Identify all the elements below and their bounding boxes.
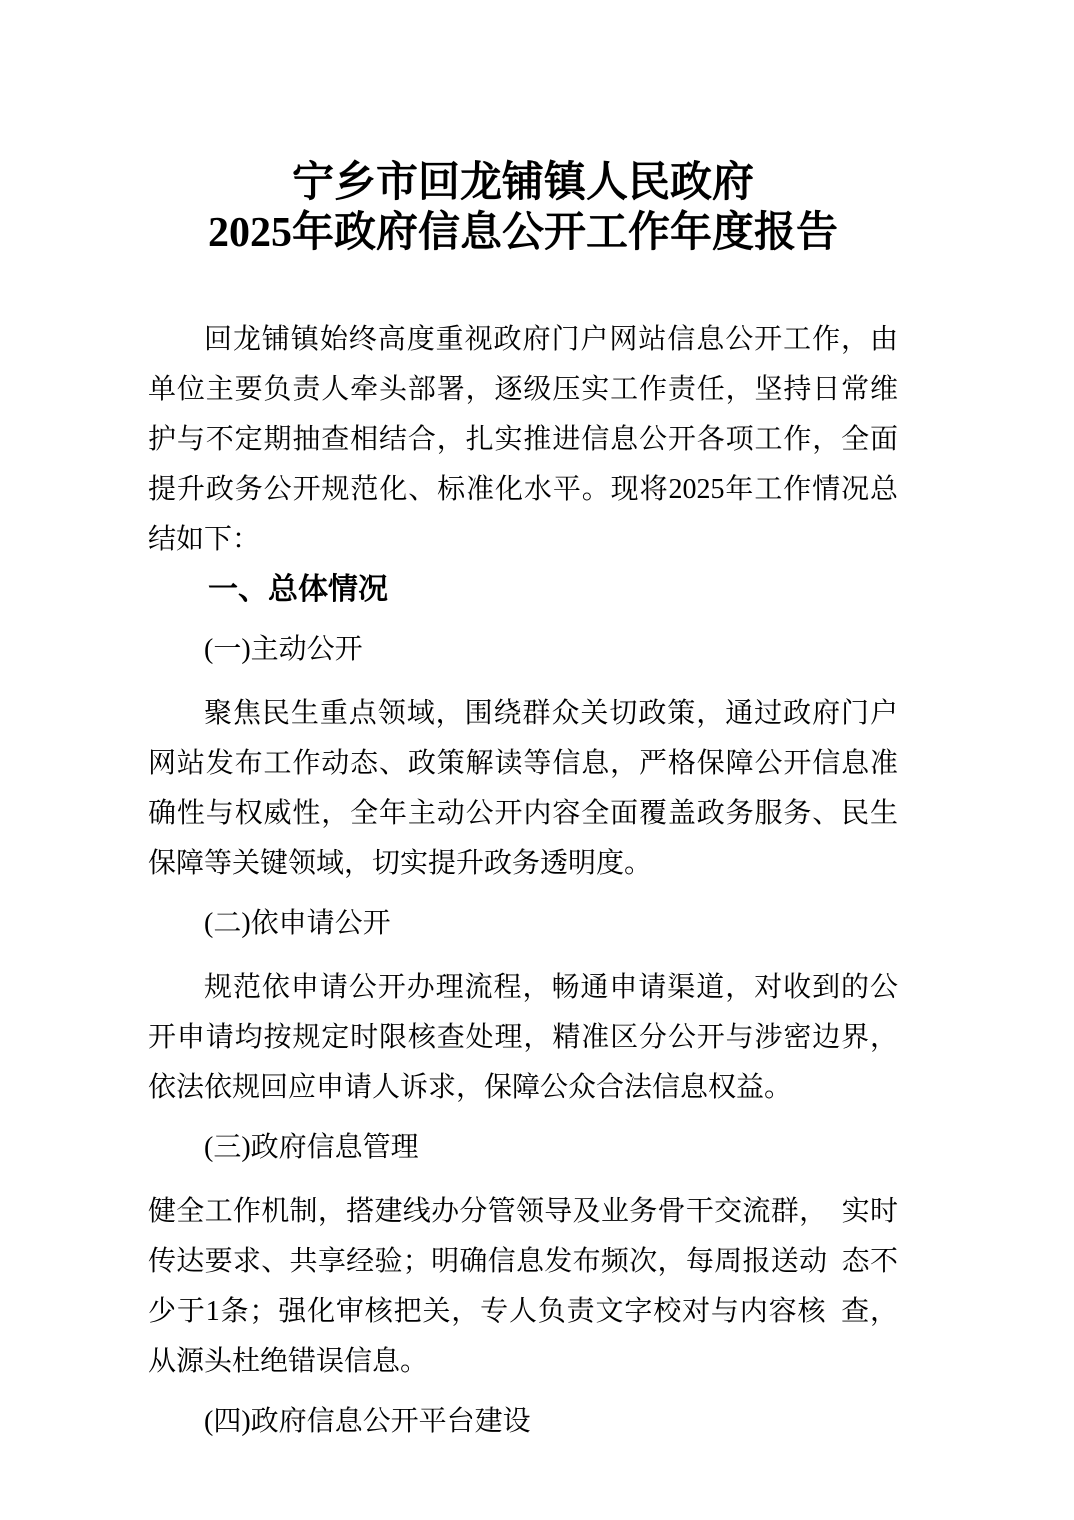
subsection-heading-disclosure-upon-request: (二)依申请公开 bbox=[204, 908, 391, 939]
intro-paragraph: 回龙铺镇始终高度重视政府门户网站信息公开工作，由单位主要负责人牵头部署，逐级压实工作责任，坚持日常维护与不定期抽查相结合，扎实推进信息公开各项工作，全面提升政务公开规范化、标准化水平。现将2025年工作情况总结如下： bbox=[148, 324, 898, 555]
section-heading-overview: 一、总体情况 bbox=[208, 573, 388, 606]
subsection-heading-platform-construction: (四)政府信息公开平台建设 bbox=[204, 1406, 531, 1437]
subsection-heading-information-management: (三)政府信息管理 bbox=[204, 1132, 419, 1163]
subsection-body-information-management: 健全工作机制，搭建线办分管领导及业务骨干交流群， 实时传达要求、共享经验；明确信息发布频次，每周报送动 态不少于1条；强化审核把关，专人负责文字校对与内容核 查，从源头杜绝错误信息。 bbox=[148, 1196, 898, 1377]
subsection-body-active-disclosure: 聚焦民生重点领域，围绕群众关切政策，通过政府门户网站发布工作动态、政策解读等信息，严格保障公开信息准确性与权威性，全年主动公开内容全面覆盖政务服务、民生保障等关键领域，切实提升政务透明度。 bbox=[148, 698, 898, 879]
document-title-line-1: 宁乡市回龙铺镇人民政府 bbox=[291, 160, 754, 206]
document-title bbox=[148, 158, 898, 258]
document-title-line-2: 2025年政府信息公开工作年度报告 bbox=[207, 210, 838, 256]
subsection-heading-active-disclosure: (一)主动公开 bbox=[204, 634, 363, 665]
subsection-body-disclosure-upon-request: 规范依申请公开办理流程，畅通申请渠道，对收到的公开申请均按规定时限核查处理，精准区分公开与涉密边界，依法依规回应申请人诉求，保障公众合法信息权益。 bbox=[148, 972, 898, 1103]
